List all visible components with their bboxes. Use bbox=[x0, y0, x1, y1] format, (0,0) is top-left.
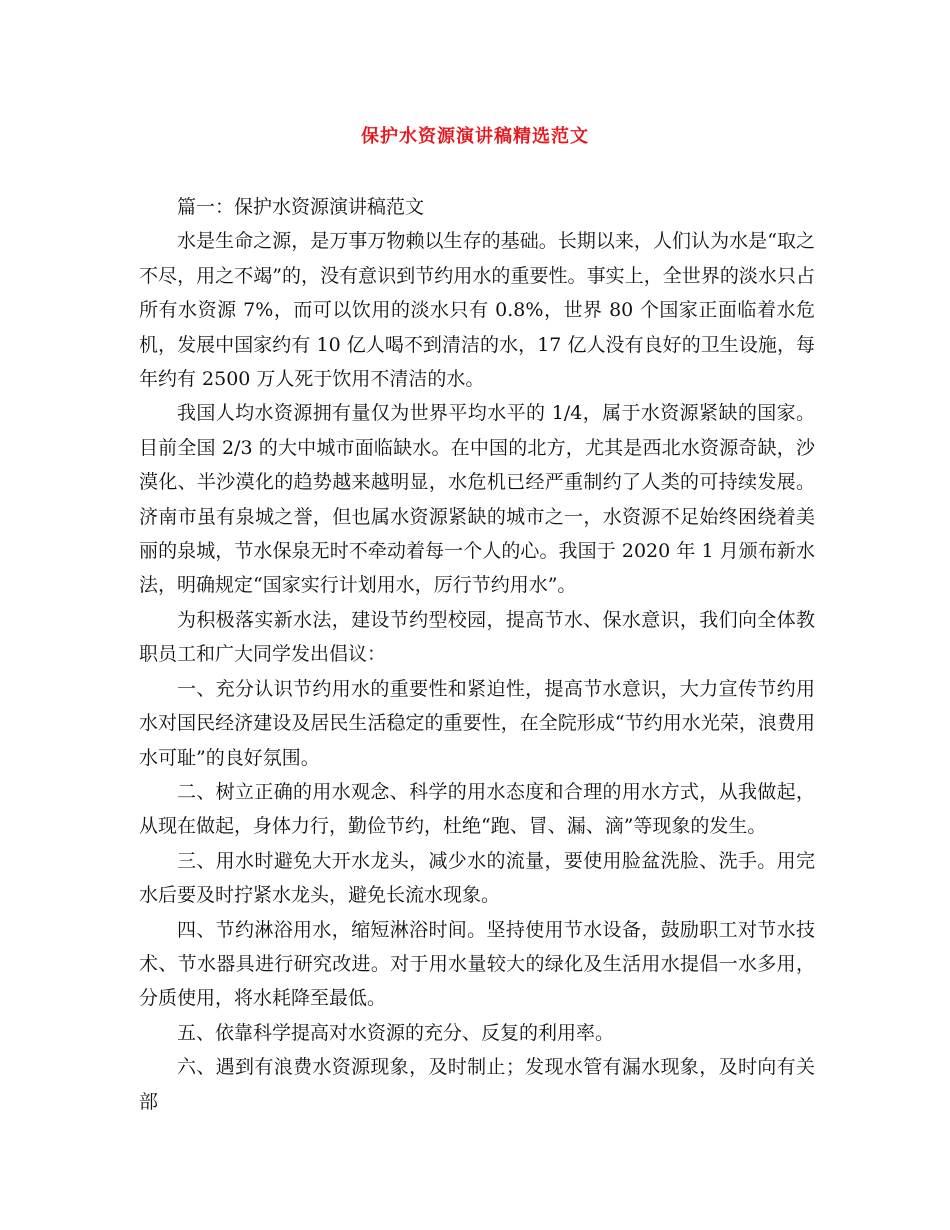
paragraph-item-1: 一、充分认识节约用水的重要性和紧迫性，提高节水意识，大力宣传节约用水对国民经济建设及居民生活稳定的重要性，在全院形成“节约用水光荣，浪费用水可耻”的良好氛围。 bbox=[139, 677, 815, 769]
paragraph-item-2: 二、树立正确的用水观念、科学的用水态度和合理的用水方式，从我做起，从现在做起，身体力行，勤俭节约，杜绝“跑、冒、漏、滴”等现象的发生。 bbox=[139, 780, 815, 838]
document-body bbox=[139, 190, 815, 1119]
paragraph-item-5: 五、依靠科学提高对水资源的充分、反复的利用率。 bbox=[177, 1021, 615, 1044]
paragraph-item-6: 六、遇到有浪费水资源现象，及时制止；发现水管有漏水现象，及时向有关部 bbox=[139, 1056, 815, 1113]
paragraph-national-water-shortage: 我国人均水资源拥有量仅为世界平均水平的 1/4，属于水资源紧缺的国家。目前全国 2/3 的大中城市面临缺水。在中国的北方，尤其是西北水资源奇缺，沙漠化、半沙漠化的趋势越来越明显，水危机已经严重制约了人类的可持续发展。济南市虽有泉城之誉，但也属水资源紧缺的城市之一，水资源不足始终困绕着美丽的泉城，节水保泉无时不牵动着每一个人的心。我国于 2020 年 1 月颁布新水法，明确规定“国家实行计划用水，厉行节约用水”。 bbox=[139, 402, 815, 597]
paragraph-water-source-of-life: 水是生命之源，是万事万物赖以生存的基础。长期以来，人们认为水是“取之不尽，用之不竭”的，没有意识到节约用水的重要性。事实上，全世界的淡水只占所有水资源 7%，而可以饮用的淡水只有 0.8%，世界 80 个国家正面临着水危机，发展中国家约有 10 亿人喝不到清洁的水，17 亿人没有良好的卫生设施，每年约有 2500 万人死于饮用不清洁的水。 bbox=[139, 230, 815, 391]
paragraph-initiative-intro: 为积极落实新水法，建设节约型校园，提高节水、保水意识，我们向全体教职员工和广大同学发出倡议： bbox=[139, 608, 815, 666]
section-heading: 篇一：保护水资源演讲稿范文 bbox=[177, 196, 425, 218]
document-title: 保护水资源演讲稿精选范文 bbox=[361, 126, 589, 147]
paragraph-item-4: 四、节约淋浴用水，缩短淋浴时间。坚持使用节水设备，鼓励职工对节水技术、节水器具进行研究改进。对于用水量较大的绿化及生活用水提倡一水多用，分质使用，将水耗降至最低。 bbox=[139, 918, 815, 1010]
paragraph-item-3: 三、用水时避免大开水龙头，减少水的流量，要使用脸盆洗脸、洗手。用完水后要及时拧紧水龙头，避免长流水现象。 bbox=[139, 849, 815, 907]
